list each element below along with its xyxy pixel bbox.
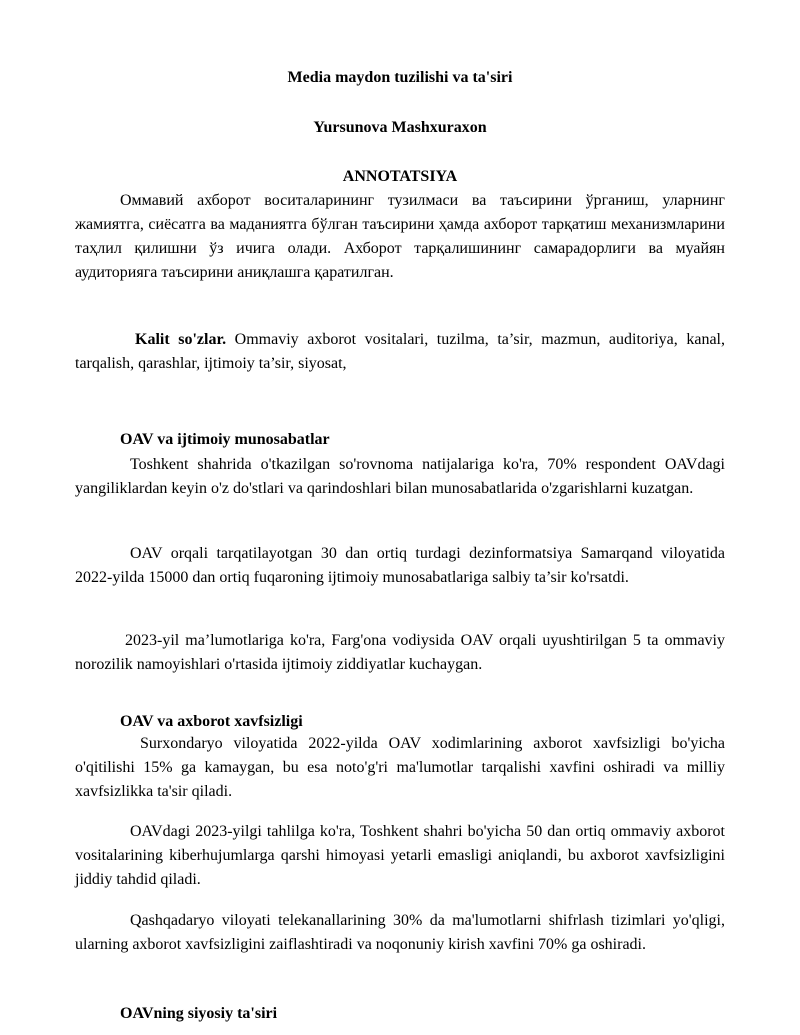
keywords-text: Ommaviy axborot vositalari, tuzilma, ta’sir, mazmun, auditoriya, kanal, tarqalish, qarashlar, ijtimoiy ta’sir, siyosat, xyxy=(75,331,726,372)
author-name: Yursunova Mashxuraxon xyxy=(313,119,487,136)
keywords-label: Kalit so'zlar. xyxy=(135,331,227,348)
section-paragraph: Qashqadaryo viloyati telekanallarining 30% da ma'lumotlarni shifrlash tizimlari yo'qligi, ularning axborot xavfsizligini zaiflashtiradi va noqonuniy kirish xavfini 70% ga oshiradi. xyxy=(75,912,725,953)
section-heading: OAV va axborot xavfsizligi xyxy=(120,713,303,730)
abstract-heading: ANNOTATSIYA xyxy=(342,168,458,185)
section-paragraph: OAVdagi 2023-yilgi tahlilga ko'ra, Toshkent shahri bo'yicha 50 dan ortiq ommaviy axborot vositalarining kiberhujumlarga qarshi himoyasi yetarli emasligi aniqlandi, bu axborot xavfsizligini jiddiy tahdid qiladi. xyxy=(75,823,725,888)
keywords-paragraph xyxy=(75,328,725,376)
section-paragraph: OAV orqali tarqatilayotgan 30 dan ortiq turdagi dezinformatsiya Samarqand viloyatida 2022-yilda 15000 dan ortiq fuqaroning ijtimoiy munosabatlariga salbiy ta’sir ko'rsatdi. xyxy=(75,545,725,586)
section-heading: OAV va ijtimoiy munosabatlar xyxy=(120,431,330,448)
section-paragraph: Toshkent shahrida o'tkazilgan so'rovnoma natijalariga ko'ra, 70% respondent OAVdagi yangiliklardan keyin o'z do'stlari va qarindoshlari bilan munosabatlarida o'zgarishlarni kuzatgan. xyxy=(75,456,725,497)
section-paragraph: Surxondaryo viloyatida 2022-yilda OAV xodimlarining axborot xavfsizligi bo'yicha o'qitilishi 15% ga kamaygan, bu esa noto'g'ri ma'lumotlar tarqalishi xavfini oshiradi va milliy xavfsizlikka ta'sir qiladi. xyxy=(75,735,725,800)
abstract-paragraph: Оммавий ахборот воситаларининг тузилмаси ва таъсирини ўрганиш, уларнинг жамиятга, сиёсатга ва маданиятга бўлган таъсирини ҳамда ахборот тарқатиш механизмларини таҳлил қилишни ўз ичига олади. Ахборот тарқалишининг самарадорлиги ва муайян аудиторияга таъсирини аниқлашга қаратилган. xyxy=(75,192,725,281)
document-title: Media maydon tuzilishi va ta'siri xyxy=(287,69,513,86)
section-heading: OAVning siyosiy ta'siri xyxy=(120,1005,278,1022)
section-paragraph: 2023-yil ma’lumotlariga ko'ra, Farg'ona vodiysida OAV orqali uyushtirilgan 5 ta ommaviy norozilik namoyishlari o'rtasida ijtimoiy ziddiyatlar kuchaygan. xyxy=(75,632,725,673)
